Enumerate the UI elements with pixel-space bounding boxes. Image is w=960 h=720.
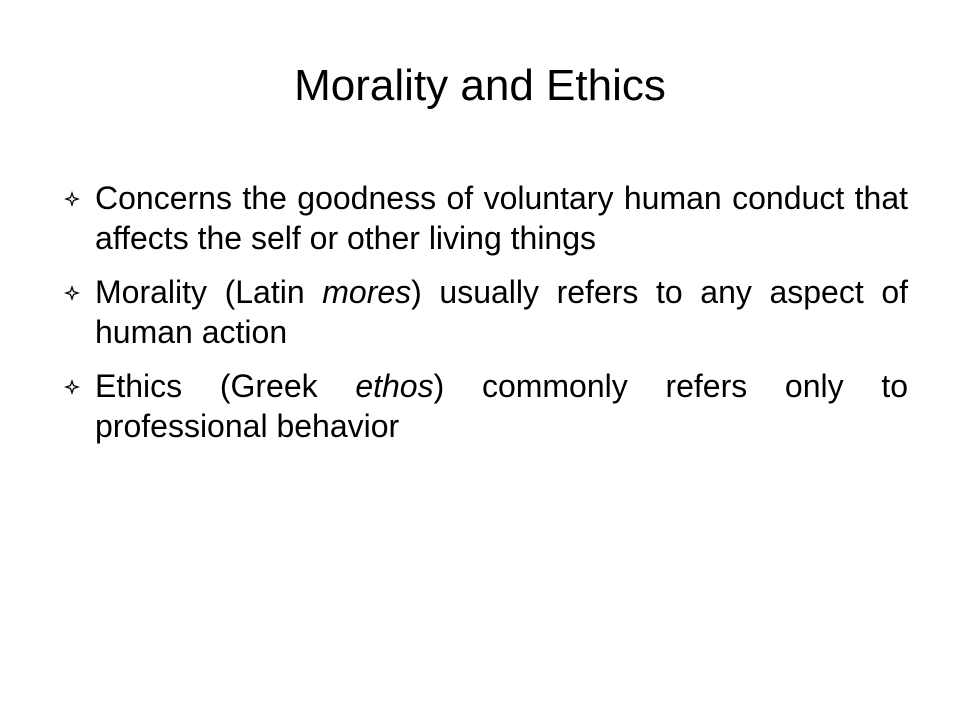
bullet-text-end: ) usually refers to any aspect of human action	[95, 274, 909, 350]
bullet-text	[95, 274, 908, 350]
bullet-item	[64, 272, 908, 352]
bullet-list	[64, 178, 908, 460]
slide-title: Morality and Ethics	[294, 61, 666, 110]
bullet-item	[64, 366, 908, 446]
diamond-bullet-icon	[64, 379, 80, 395]
bullet-text-start: Ethics (Greek	[95, 368, 356, 404]
diamond-bullet-icon	[64, 285, 80, 301]
bullet-text: Concerns the goodness of voluntary human conduct that affects the self or other living things	[95, 180, 908, 256]
bullet-text	[95, 368, 908, 444]
greek-term: ethos	[355, 368, 434, 404]
bullet-text-start: Morality (Latin	[95, 274, 323, 310]
latin-term: mores	[322, 274, 412, 310]
diamond-bullet-icon	[64, 191, 80, 207]
bullet-item	[64, 178, 908, 258]
bullet-text-end: ) commonly refers only to professional behavior	[95, 368, 908, 444]
